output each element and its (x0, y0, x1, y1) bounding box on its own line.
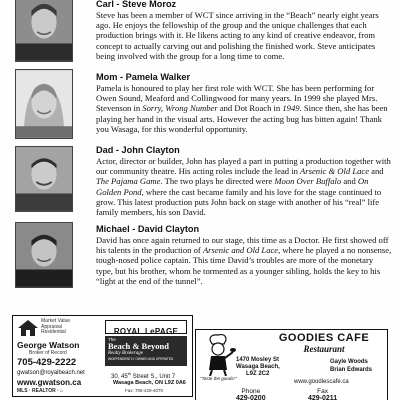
cast-bio-text: David has once again returned to our stage, this time as a Doctor. He first showed off his talents in the production of Arsenic and Old Lace, where he played a no nonsense, tough-nosed police captain. This time David’s troubles are more of the monetary type, but his brother, whom he tormented as a younger sibling, holds the key to his “light at the end of the tunnel”. (96, 235, 392, 286)
cast-photo-pamela-walker (15, 69, 73, 139)
cafe-phone: Phone 429-0200 (236, 388, 266, 400)
cast-bio-2 (96, 72, 392, 134)
cast-bio-text: Steve has been a member of WCT since arriving in the “Beach” nearly eight years ago. He enjoys the fellowship of the group and the unique challenges that each production brings with it. He likens acting to any kind of creative endeavor, from concept to actually carving out and polishing the finished work. Steve anticipates being involved with the group for a long time to come. (96, 10, 379, 61)
cast-photo-steve-moroz (15, 0, 73, 62)
agent-title: Broker of Record (29, 350, 67, 356)
cast-name: Michael - David Clayton (96, 224, 200, 234)
cast-photo-david-clayton (15, 222, 73, 288)
cast-bio-text: Actor, director or builder, John has played a part in putting a production together with our community theatre. His acting roles include the lead in Arsenic & Old Lace and The Pajama Game. The two plays he directed were Moon Over Buffalo and On Golden Pond, where the cast became family and his love for the stage continued to grow. This latest production puts John back on stage with another of his “real” life family members, his son David. (96, 156, 391, 218)
ad-royal-lepage (12, 315, 193, 397)
agent-name: George Watson (17, 340, 80, 350)
appraisal-badge-text: Market Value Appraisal Residential (41, 318, 71, 336)
cafe-tagline: "Taste the goods!" (200, 376, 237, 381)
cafe-name: GOODIES CAFE Restaurant (278, 332, 370, 354)
cast-photo-john-clayton (15, 146, 73, 212)
cast-bio-1 (96, 0, 392, 61)
headshot-icon (16, 147, 72, 211)
brokerage-block: The Beach & Beyond Realty Brokerage INDEPENDENTLY OWNED AND OPERATED (105, 336, 187, 366)
ad-goodies-cafe (195, 329, 388, 400)
office-city: Wasaga Beach, ON L9Z 0A6 (113, 380, 186, 386)
cast-bio-4 (96, 224, 392, 286)
cast-bio-3 (96, 145, 392, 217)
appraisal-badge-icon (17, 319, 39, 337)
cafe-owners: Gayle Woods Brian Edwards (330, 359, 373, 373)
cafe-website[interactable]: www.goodiescafe.ca (294, 379, 349, 385)
cast-bio-text: Pamela is honoured to play her first role with WCT. She has been performing for Owen Sound, Meaford and Collingwood for many years. In 1999 she played Mrs. Stevenson in Sorry, Wrong Number and Dot Roach in 1949. Since then, she has been playing her hand in the visual arts. However the acting bug has bitten again! Thank you Wasaga, for this wonderful opportunity. (96, 83, 388, 134)
brand-banner (105, 320, 187, 334)
headshot-icon (16, 223, 72, 287)
cast-name: Mom - Pamela Walker (96, 72, 191, 82)
cast-name: Dad - John Clayton (96, 145, 180, 155)
headshot-icon (16, 0, 72, 61)
headshot-icon (16, 70, 72, 138)
cast-name: Carl - Steve Moroz (96, 0, 177, 9)
office-fax: Fax: 705-429-4070 (125, 388, 164, 393)
agent-website: www.gwatson.ca (17, 378, 82, 387)
brand-name: ROYAL LePAGE (113, 327, 179, 336)
chef-mascot-icon (200, 332, 236, 376)
office-address: 30, 45th Street S., Unit 7 (111, 371, 176, 380)
agent-phone: 705-429-2222 (17, 357, 77, 368)
cafe-address: 1470 Mosley St Wasaga Beach, L9Z 2C2 (236, 357, 280, 378)
cafe-fax: Fax 429-0211 (308, 388, 338, 400)
agent-email: gwatson@royalbeach.net (17, 370, 85, 376)
footer-logos: MLS · REALTOR · ⌂ (17, 388, 64, 394)
